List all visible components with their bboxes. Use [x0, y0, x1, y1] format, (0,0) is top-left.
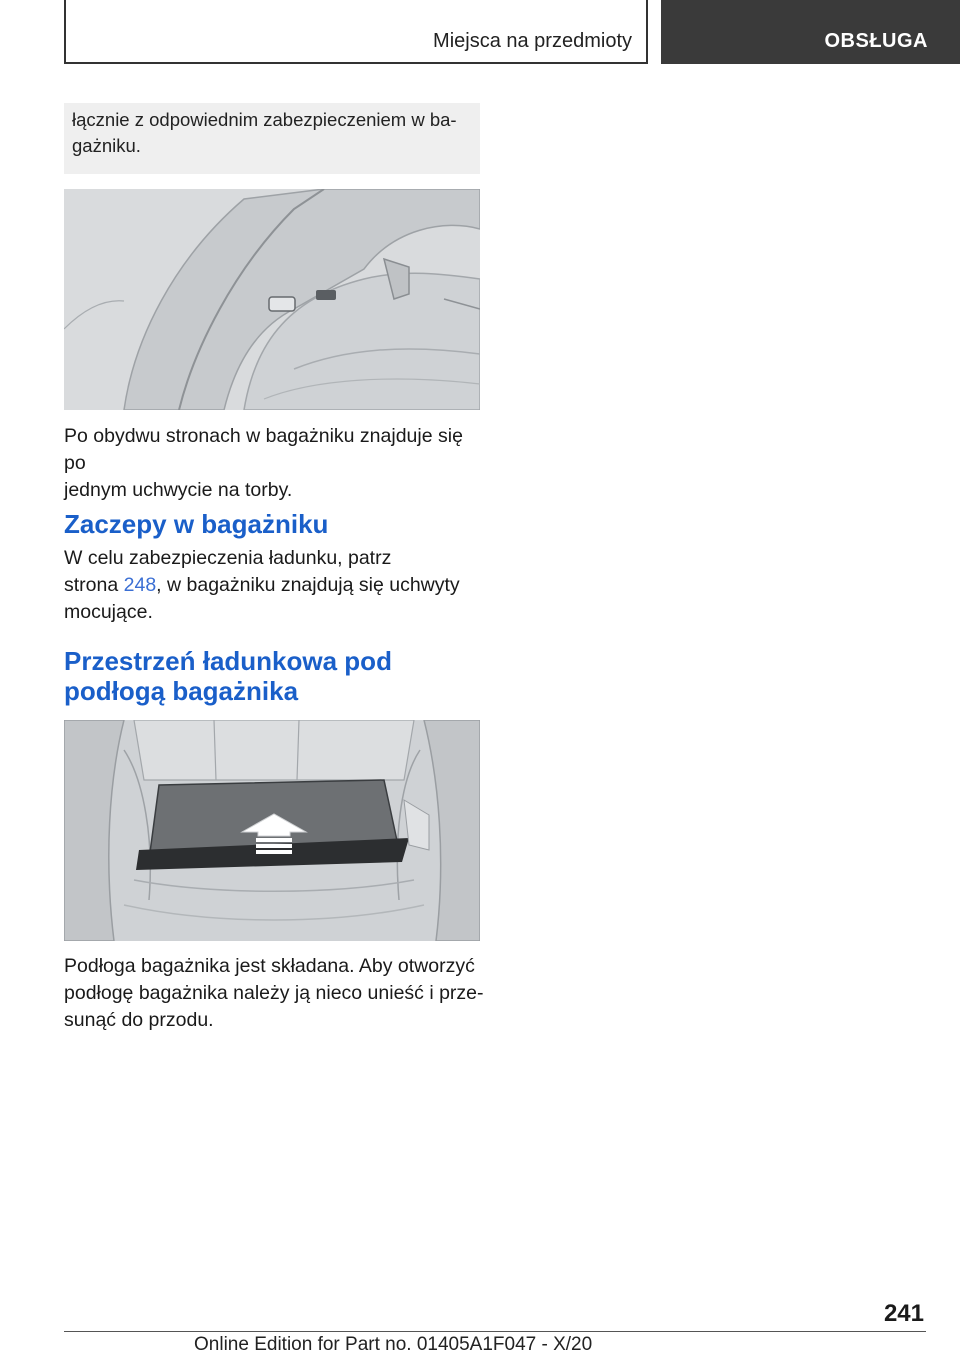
section1-line-2: [64, 572, 484, 599]
running-header: [64, 0, 648, 64]
trunk-side-drawing: [64, 189, 480, 410]
footer-divider: [64, 1331, 926, 1332]
section1-line-1: W celu zabezpieczenia ładunku, patrz: [64, 547, 392, 569]
paragraph1-line-2: jednym uchwycie na torby.: [64, 479, 293, 501]
section1-line-3: mocujące.: [64, 601, 153, 623]
page-reference-link[interactable]: 248: [123, 574, 157, 596]
chapter-tab: [661, 0, 960, 64]
section1-line-2-suffix: , w bagażniku znajdują się uchwyty: [156, 574, 460, 596]
chapter-tab-label: OBSŁUGA: [824, 30, 928, 52]
note-line-1: łącznie z odpowiednim zabezpieczeniem w ba-: [72, 109, 457, 130]
edition-footer: Online Edition for Part no. 01405A1F047 - X/20: [194, 1334, 593, 1355]
bag-hook-illustration: [64, 189, 480, 410]
underfloor-storage-paragraph: [64, 953, 484, 1034]
lashing-eyes-heading: Zaczepy w bagażniku: [64, 509, 329, 539]
section1-line-2-prefix: strona: [64, 574, 124, 596]
trunk-floor-drawing: [64, 720, 480, 941]
bag-hook-paragraph: [64, 423, 484, 504]
paragraph1-line-1: Po obydwu stronach w bagażniku znajduje się po: [64, 425, 463, 474]
page-number: 241: [883, 1300, 924, 1327]
section-title: Miejsca na przedmioty: [433, 30, 632, 52]
heading-line-1: Przestrzeń ładunkowa pod: [64, 646, 392, 676]
heading-line-2: podłogą bagażnika: [64, 676, 299, 706]
section2-line-1: Podłoga bagażnika jest składana. Aby otworzyć: [64, 955, 475, 977]
underfloor-storage-heading: [64, 646, 484, 706]
lashing-eyes-paragraph: [64, 545, 484, 626]
section2-line-2: podłogę bagażnika należy ją nieco unieść i prze-: [64, 982, 484, 1004]
continuation-note-box: [64, 103, 480, 174]
section2-line-3: sunąć do przodu.: [64, 1009, 214, 1031]
trunk-floor-illustration: [64, 720, 480, 941]
note-line-2: gażniku.: [72, 135, 141, 156]
